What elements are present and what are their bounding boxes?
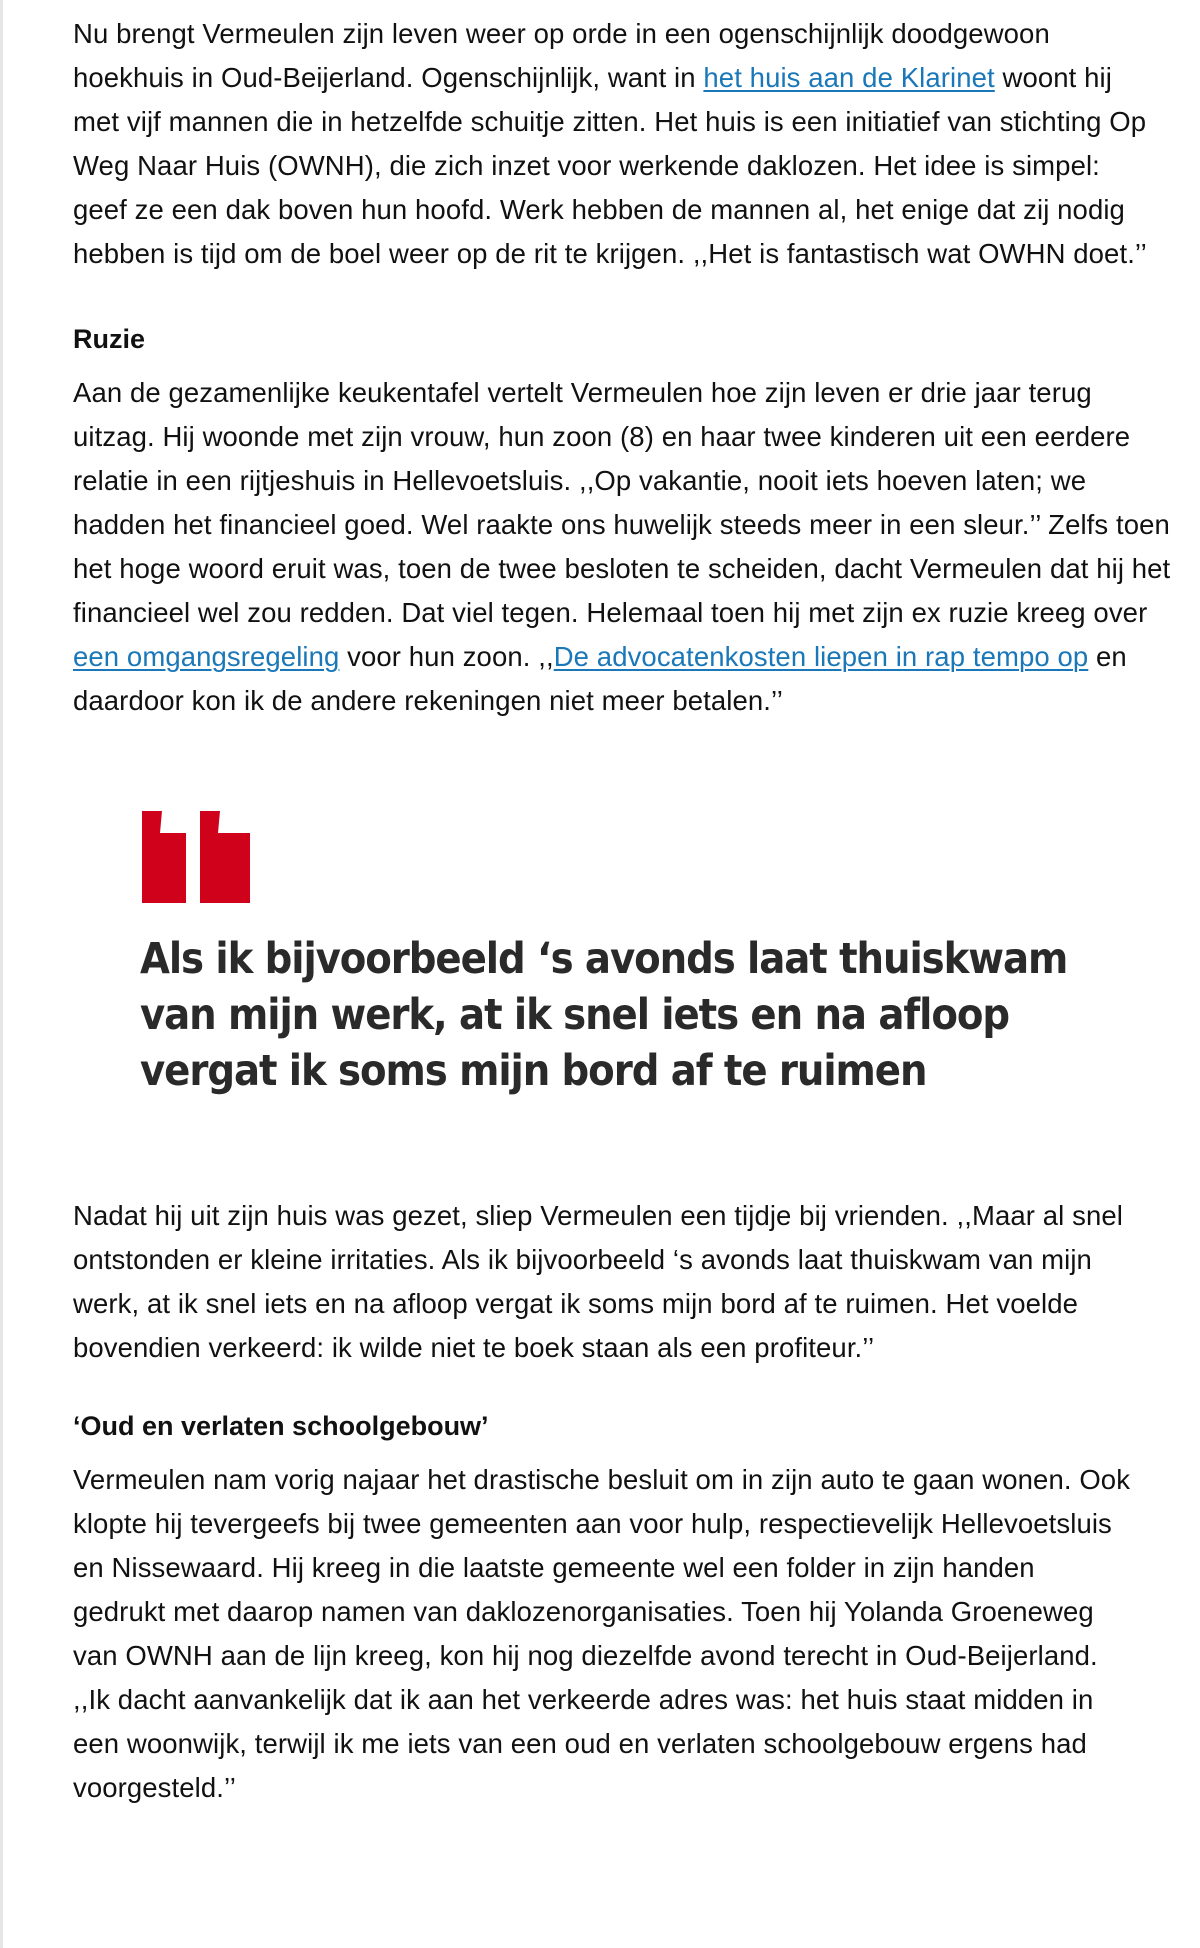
link-omgangsregeling[interactable]: een omgangsregeling [73, 641, 340, 672]
article-body [73, 12, 1171, 1810]
pull-quote [140, 811, 1100, 1099]
pull-quote-text: Als ik bijvoorbeeld ‘s avonds laat thuiskwam van mijn werk, at ik snel iets en na afloop vergat ik soms mijn bord af te ruimen [140, 934, 1068, 1096]
link-huis-klarinet[interactable]: het huis aan de Klarinet [703, 62, 995, 93]
quote-mark-icon [140, 811, 252, 903]
paragraph-klarinet [73, 12, 1153, 276]
paragraph-auto [73, 1458, 1133, 1810]
subheading-ruzie: Ruzie [73, 324, 146, 354]
paragraph-text: Nadat hij uit zijn huis was gezet, sliep Vermeulen een tijdje bij vrienden. ,,Maar al snel ontstonden er kleine irritaties. Als ik bijvoorbeeld ‘s avonds laat thuiskwam van mijn werk, at ik snel iets en na afloop vergat ik soms mijn bord af te ruimen. Het voelde bovendien verkeerd: ik wilde niet te boek staan als een profiteur.’’ [73, 1200, 1123, 1363]
link-advocatenkosten[interactable]: De advocatenkosten liepen in rap tempo op [553, 641, 1089, 672]
subheading-schoolgebouw: ‘Oud en verlaten schoolgebouw’ [73, 1411, 489, 1441]
paragraph-text: en daardoor kon ik de andere rekeningen niet meer betalen.’’ [73, 641, 1127, 716]
paragraph-text: Nu brengt Vermeulen zijn leven weer op orde in een ogenschijnlijk doodgewoon hoekhuis in Oud-Beijerland. Ogenschijnlijk, want in [73, 18, 1050, 93]
paragraph-text: voor hun zoon. ,, [339, 641, 554, 672]
paragraph-vrienden [73, 1194, 1153, 1370]
paragraph-text: Vermeulen nam vorig najaar het drastische besluit om in zijn auto te gaan wonen. Ook klopte hij tevergeefs bij twee gemeenten aan voor hulp, respectievelijk Hellevoetsluis en Nissewaard. Hij kreeg in die laatste gemeente wel een folder in zijn handen gedrukt met daarop namen van daklozenorganisaties. Toen hij Yolanda Groeneweg van OWNH aan de lijn kreeg, kon hij nog diezelfde avond terecht in Oud-Beijerland. ,,Ik dacht aanvankelijk dat ik aan het verkeerde adres was: het huis staat midden in een woonwijk, terwijl ik me iets van een oud en verlaten schoolgebouw ergens had voorgesteld.’’ [73, 1464, 1131, 1803]
paragraph-text: woont hij met vijf mannen die in hetzelfde schuitje zitten. Het huis is een initiatief van stichting Op Weg Naar Huis (OWNH), die zich inzet voor werkende daklozen. Het idee is simpel: geef ze een dak boven hun hoofd. Werk hebben de mannen al, het enige dat zij nodig hebben is tijd om de boel weer op de rit te krijgen. ,,Het is fantastisch wat OWHN doet.’’ [73, 62, 1147, 269]
paragraph-text: Aan de gezamenlijke keukentafel vertelt Vermeulen hoe zijn leven er drie jaar terug uitzag. Hij woonde met zijn vrouw, hun zoon (8) en haar twee kinderen uit een eerdere relatie in een rijtjeshuis in Hellevoetsluis. ,,Op vakantie, nooit iets hoeven laten; we hadden het financieel goed. Wel raakte ons huwelijk steeds meer in een sleur.’’ Zelfs toen het hoge woord eruit was, toen de twee besloten te scheiden, dacht Vermeulen dat hij het financieel wel zou redden. Dat viel tegen. Helemaal toen hij met zijn ex ruzie kreeg over [73, 377, 1171, 628]
paragraph-ruzie [73, 371, 1173, 723]
page-left-border [0, 0, 3, 1948]
